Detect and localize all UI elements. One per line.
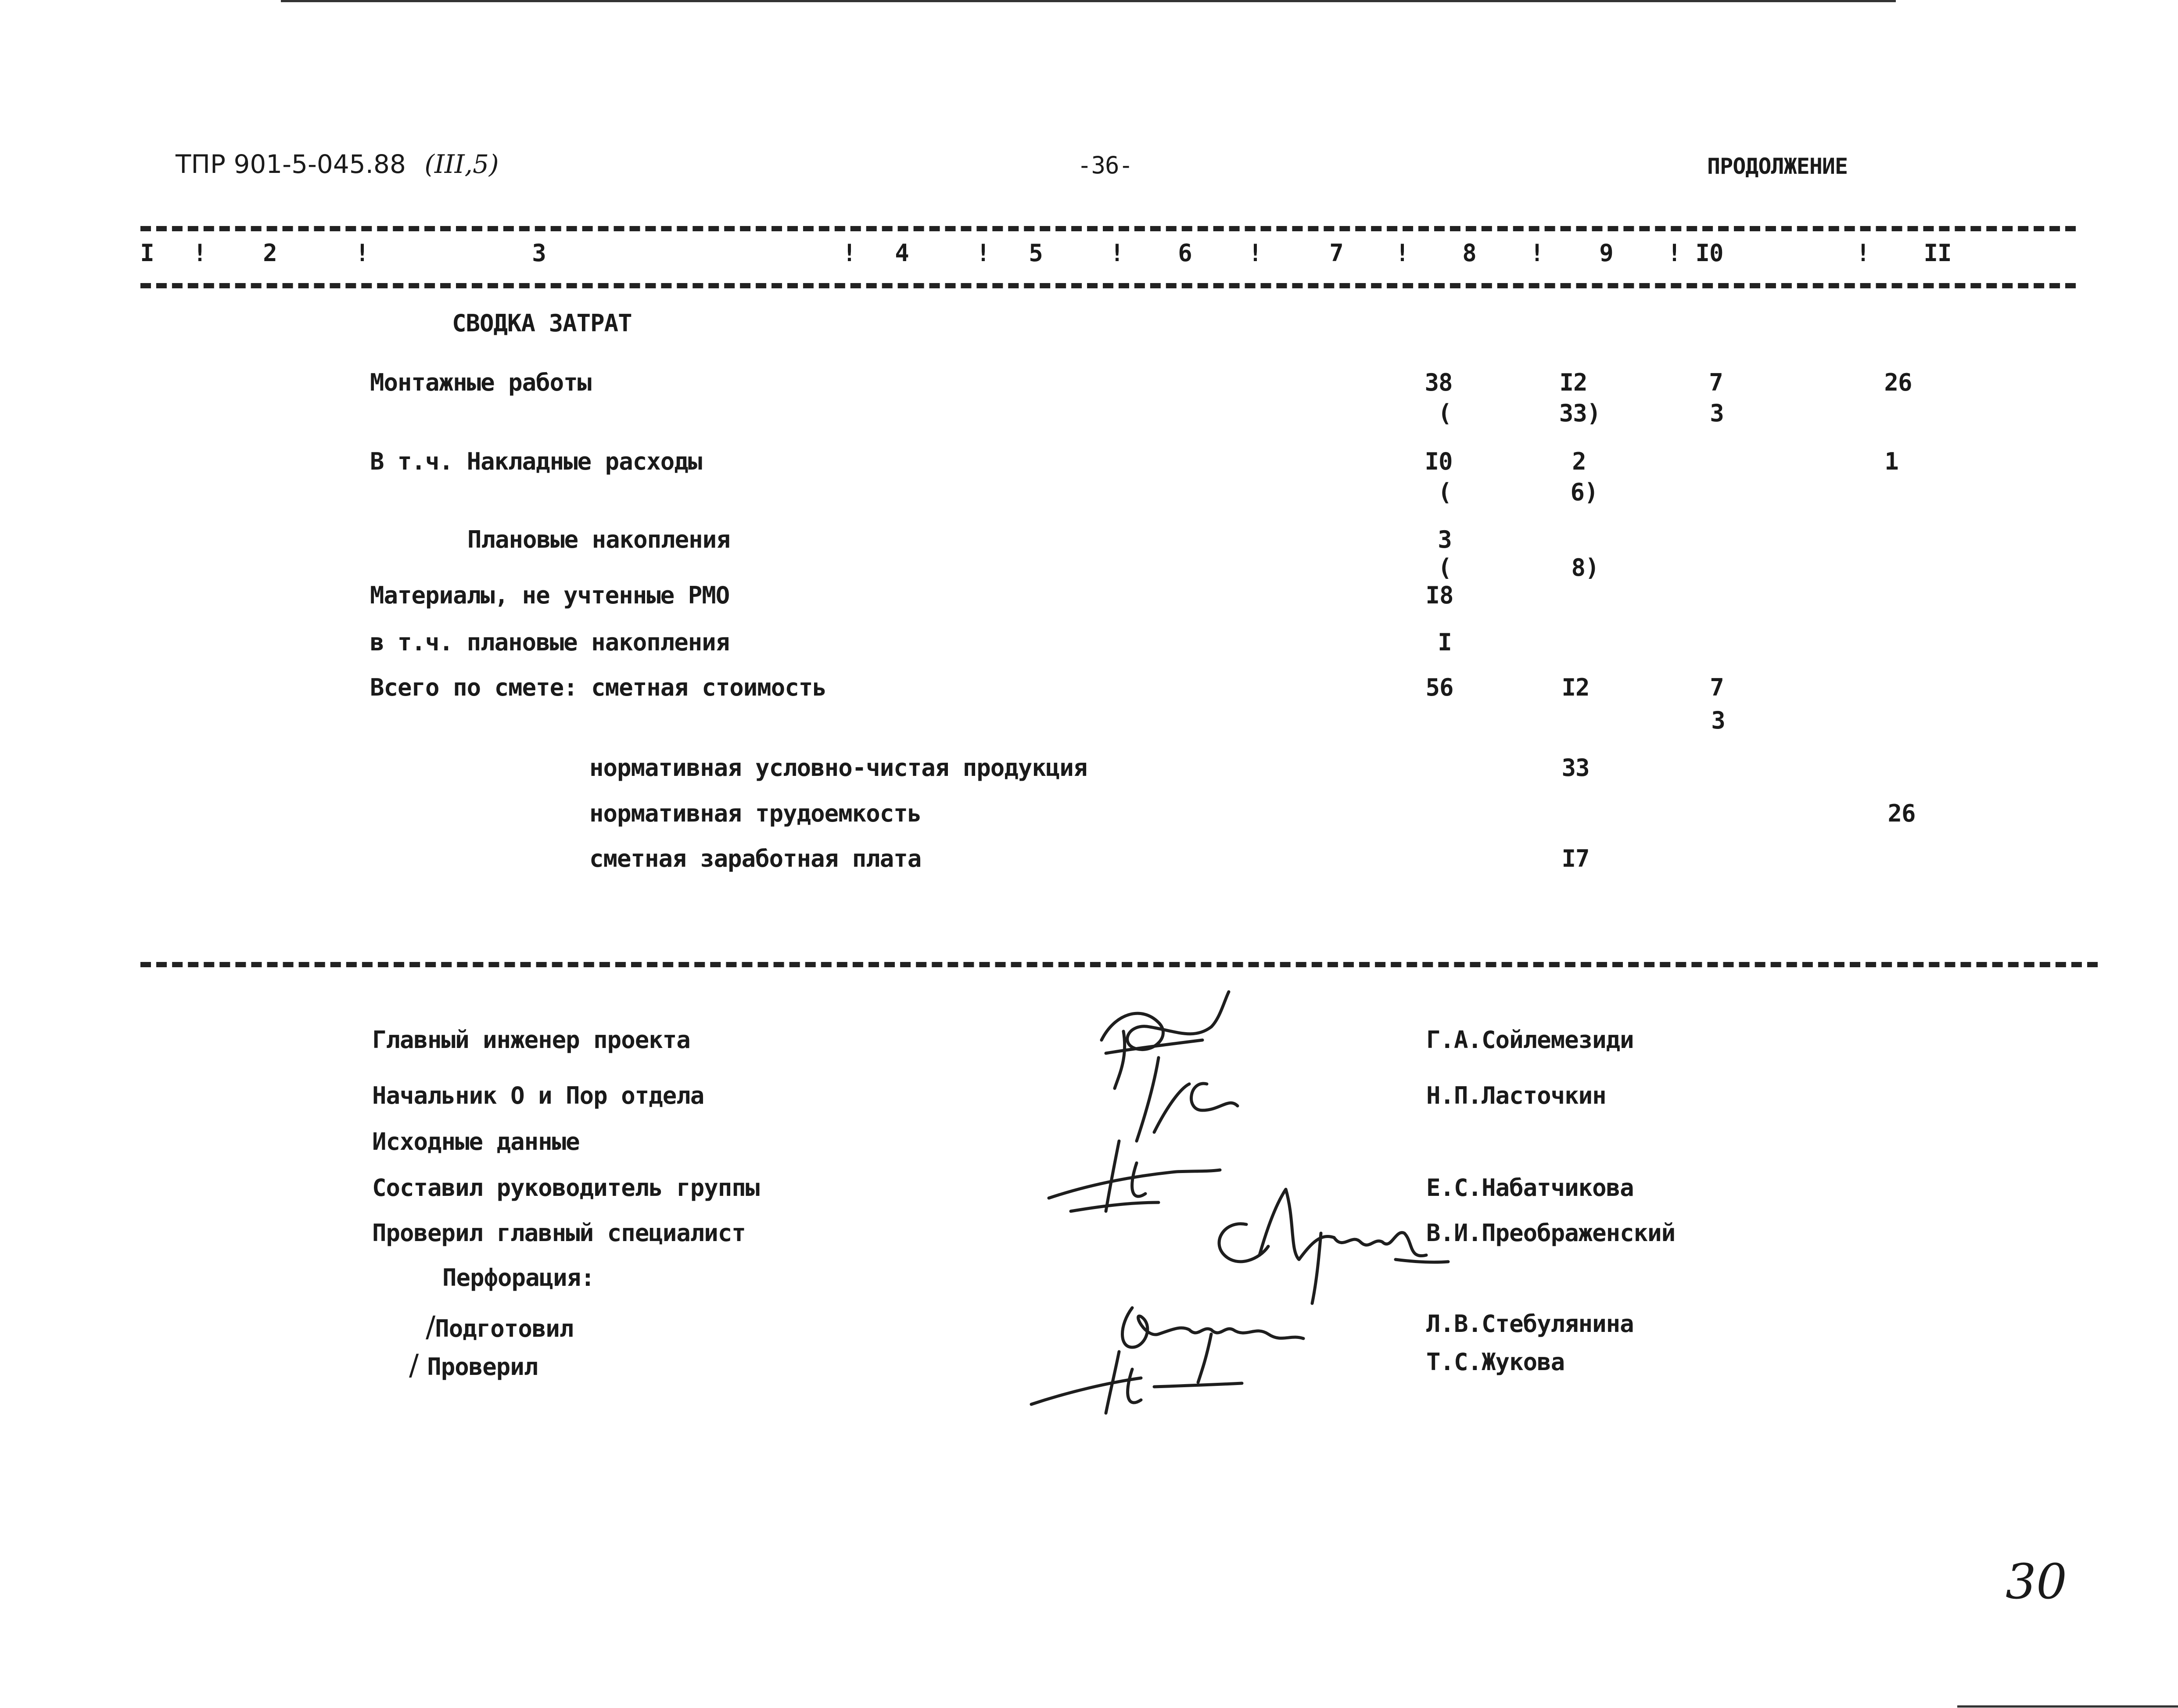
col-sep: ! <box>1856 239 1870 267</box>
signature-name: Г.А.Сойлемезиди <box>1426 1026 1634 1054</box>
table-end-rule <box>140 962 2098 967</box>
signature-role: Проверил главный специалист <box>372 1219 746 1247</box>
header-rule-bottom <box>140 283 2076 288</box>
col-sep: ! <box>355 239 369 267</box>
cell: ( <box>1438 554 1452 581</box>
row-label: В т.ч. Накладные расходы <box>370 448 702 475</box>
signature-role: Составил руководитель группы <box>372 1174 760 1202</box>
row-label: нормативная условно-чистая продукция <box>589 754 1087 782</box>
cell: 38 <box>1424 369 1453 396</box>
role-text: Подготовил <box>435 1315 574 1342</box>
cell: 3 <box>1710 399 1724 427</box>
col-9: 9 <box>1599 239 1613 267</box>
col-sep: ! <box>842 239 856 267</box>
check-mark: / <box>409 1348 419 1382</box>
signature-name: В.И.Преображенский <box>1426 1219 1676 1247</box>
cell: I0 <box>1424 448 1453 475</box>
signature-role: Главный инженер проекта <box>372 1026 690 1054</box>
col-sep: ! <box>1667 239 1681 267</box>
col-sep: ! <box>1248 239 1262 267</box>
cell: I2 <box>1561 674 1590 701</box>
signature-name: Н.П.Ласточкин <box>1426 1082 1606 1109</box>
signature-verifier <box>1027 1334 1255 1422</box>
signature-compiler <box>1044 1137 1229 1224</box>
row-label: Материалы, не учтенные РМО <box>370 581 730 609</box>
cell: ( <box>1438 478 1452 506</box>
section-title: СВОДКА ЗАТРАТ <box>452 309 632 337</box>
cell: I8 <box>1425 581 1453 609</box>
cell: 33) <box>1559 399 1601 427</box>
signature-name: Т.С.Жукова <box>1426 1348 1565 1376</box>
cell: ( <box>1438 399 1452 427</box>
page-number: 30 <box>2006 1554 2067 1610</box>
col-7: 7 <box>1329 239 1343 267</box>
col-sep: ! <box>1110 239 1124 267</box>
doc-code: ТПР 901-5-045.88 <box>176 149 406 179</box>
cell: I7 <box>1561 845 1590 872</box>
row-label: в т.ч. плановые накопления <box>370 628 730 656</box>
signature-role: Исходные данные <box>372 1128 580 1155</box>
col-sep: ! <box>1530 239 1544 267</box>
cell: 7 <box>1709 369 1723 396</box>
row-label: Всего по смете: сметная стоимость <box>370 674 826 701</box>
cell: 33 <box>1561 754 1590 782</box>
cell: 1 <box>1884 448 1898 475</box>
row-label: Плановые накопления <box>467 526 730 553</box>
continuation-label: ПРОДОЛЖЕНИЕ <box>1707 154 1848 179</box>
cell: 6) <box>1570 478 1598 506</box>
page-label: -36- <box>1077 151 1133 179</box>
col-2: 2 <box>263 239 277 267</box>
signature-role: Начальник О и Пор отдела <box>372 1082 704 1109</box>
role-text: Проверил <box>427 1353 538 1381</box>
col-sep: ! <box>1395 239 1409 267</box>
col-6: 6 <box>1178 239 1192 267</box>
signature-name: Е.С.Набатчикова <box>1426 1174 1634 1202</box>
cell: 56 <box>1425 674 1453 701</box>
signature-chief-specialist <box>1207 1185 1453 1308</box>
signature-name: Л.В.Стебулянина <box>1426 1310 1634 1338</box>
col-sep: ! <box>976 239 990 267</box>
check-mark: / <box>426 1310 435 1344</box>
header-rule-top <box>140 226 2076 231</box>
col-sep: ! <box>193 239 207 267</box>
signature-role <box>426 1310 573 1344</box>
cell: 8) <box>1571 554 1599 581</box>
col-10: I0 <box>1695 239 1723 267</box>
cell: 3 <box>1438 526 1452 553</box>
cell: 26 <box>1887 800 1916 827</box>
cell: 3 <box>1711 707 1725 734</box>
cell: 7 <box>1710 674 1724 701</box>
row-label: Монтажные работы <box>370 369 592 396</box>
col-8: 8 <box>1462 239 1476 267</box>
signature-role <box>409 1348 538 1382</box>
col-11: II <box>1923 239 1952 267</box>
cell: 26 <box>1884 369 1912 396</box>
signature-role: Перфорация: <box>442 1264 595 1292</box>
col-5: 5 <box>1029 239 1043 267</box>
document-code <box>176 149 499 179</box>
scan-bottom-border <box>1957 1705 2178 1708</box>
signature-dept-head <box>1128 1049 1259 1150</box>
row-label: нормативная трудоемкость <box>589 800 922 827</box>
col-1: I <box>140 239 154 267</box>
col-4: 4 <box>895 239 909 267</box>
col-3: 3 <box>532 239 546 267</box>
cell: I2 <box>1559 369 1587 396</box>
row-label: сметная заработная плата <box>589 845 922 872</box>
doc-part: (III,5) <box>424 149 499 179</box>
cell: I <box>1438 628 1452 656</box>
scan-top-border <box>281 0 1896 2</box>
cell: 2 <box>1572 448 1586 475</box>
